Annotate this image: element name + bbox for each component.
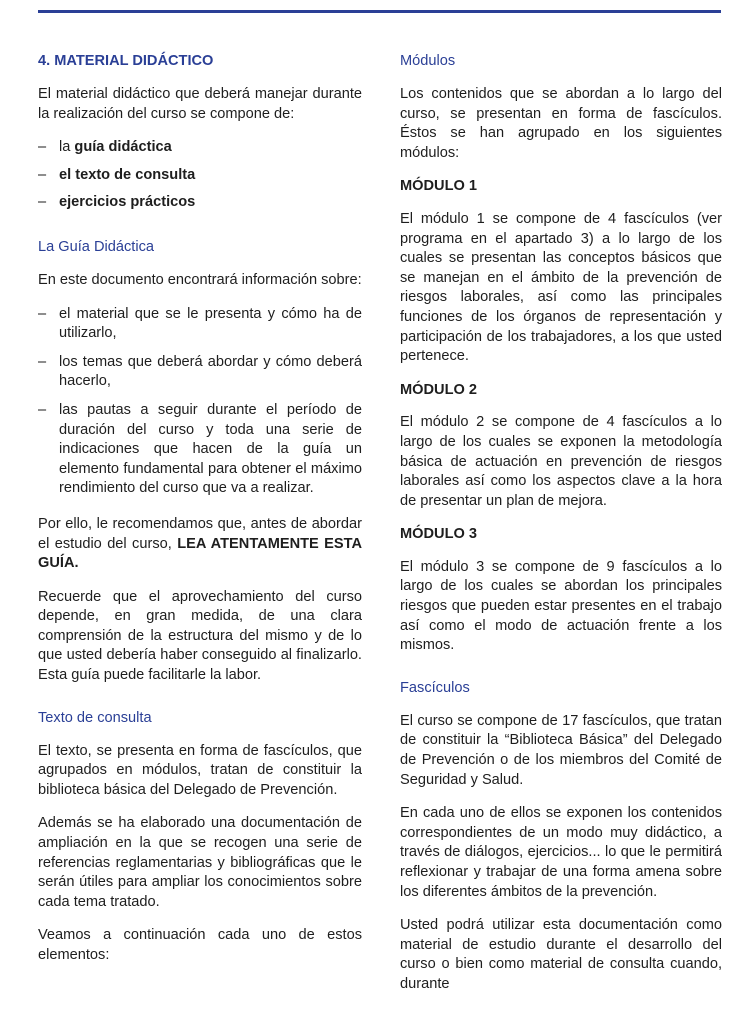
fasciculos-p2: En cada uno de ellos se exponen los contenidos correspondientes de un modo muy didáctico, a través de diálogos, ejercicios... lo que le permitirá reflexionar y trabajar de una forma amena sobre los diferentes ámbitos de la prevención. bbox=[400, 805, 722, 900]
module-1-title: MÓDULO 1 bbox=[400, 178, 478, 195]
guia-list bbox=[38, 305, 362, 499]
guia-recommend: Por ello, le recomendamos que, antes de abordar el estudio del curso, LEA ATENTAMENTE ESTA GUÍA. bbox=[38, 515, 362, 572]
left-column bbox=[38, 51, 362, 980]
components-list bbox=[38, 138, 362, 213]
guia-item: – los temas que deberá abordar y cómo deberá hacerlo, bbox=[38, 353, 362, 392]
component-item: – el texto de consulta bbox=[38, 166, 362, 186]
guia-intro: En este documento encontrará información sobre: bbox=[38, 271, 362, 288]
guia-item: – el material que se le presenta y cómo ha de utilizarlo, bbox=[38, 305, 362, 344]
guia-title: La Guía Didáctica bbox=[38, 238, 155, 255]
texto-p2: Además se ha elaborado una documentación de ampliación en la que se recogen una serie de referencias reglamentarias y bibliográficas que le serán útiles para ampliar los conocimientos sobre cada tema tratado. bbox=[38, 815, 362, 910]
fasciculos-title: Fascículos bbox=[400, 679, 470, 696]
top-rule bbox=[38, 10, 721, 13]
section-title: 4. MATERIAL DIDÁCTICO bbox=[38, 53, 214, 69]
module-2-title: MÓDULO 2 bbox=[400, 381, 478, 398]
component-prefix: la bbox=[59, 139, 75, 156]
module-3-title: MÓDULO 3 bbox=[400, 526, 478, 543]
guia-reminder: Recuerde que el aprovechamiento del curso depende, en gran medida, de una clara comprensión de la estructura del mismo y de lo que usted debería haber conseguido al finalizarlo. Esta guía puede facilitarle la labor. bbox=[38, 588, 362, 684]
section-intro: El material didáctico que deberá manejar durante la realización del curso se compone de: bbox=[38, 86, 362, 122]
right-column bbox=[400, 51, 722, 1009]
module-1-text: El módulo 1 se compone de 4 fascículos (ver programa en el apartado 3) a lo largo de los cuales se presentan las conceptos básicos que se manejan en el ámbito de la prevención de riesgos laborales, así como las principales funciones de los órganos de representación y participación de los trabajadores, a los que usted pertenece. bbox=[400, 210, 722, 365]
modulos-intro: Los contenidos que se abordan a lo largo del curso, se presentan en forma de fascículos. Éstos se han agrupado en los siguientes módulos: bbox=[400, 86, 722, 161]
fasciculos-p1: El curso se compone de 17 fascículos, que tratan de constituir la “Biblioteca Básica” del Delegado de Prevención o de los miembros del Comité de Seguridad y Salud. bbox=[400, 712, 722, 788]
texto-title: Texto de consulta bbox=[38, 709, 152, 726]
component-item: – ejercicios prácticos bbox=[38, 193, 362, 213]
component-first: guía didáctica bbox=[74, 139, 172, 156]
module-3-text: El módulo 3 se compone de 9 fascículos a lo largo de los cuales se abordan los principales riesgos que pueden estar presentes en el trabajo así como el modo de actuación frente a los mismos. bbox=[400, 558, 722, 654]
fasciculos-p3: Usted podrá utilizar esta documentación como material de estudio durante el desarrollo del curso o bien como material de consulta cuando, durante bbox=[400, 917, 722, 992]
guia-item: – las pautas a seguir durante el período de duración del curso y toda una serie de indicaciones que hacen de la guía un elemento fundamental para obtener el máximo rendimiento del curso que va a realizar. bbox=[38, 401, 362, 499]
texto-p3: Veamos a continuación cada uno de estos elementos: bbox=[38, 927, 362, 963]
modulos-title: Módulos bbox=[400, 53, 456, 69]
module-2-text: El módulo 2 se compone de 4 fascículos a lo largo de los cuales se exponen la metodología básica de actuación en prevención de riesgos laborales así como los aspectos clave a la hora de presentar un plan de mejora. bbox=[400, 414, 722, 509]
component-item bbox=[38, 138, 362, 158]
guia-recommend-emphasis: LEA ATENTAMENTE ESTA GUÍA. bbox=[38, 535, 362, 572]
texto-p1: El texto, se presenta en forma de fascículos, que agrupados en módulos, tratan de constituir la biblioteca básica del Delegado de Prevención. bbox=[38, 742, 362, 798]
